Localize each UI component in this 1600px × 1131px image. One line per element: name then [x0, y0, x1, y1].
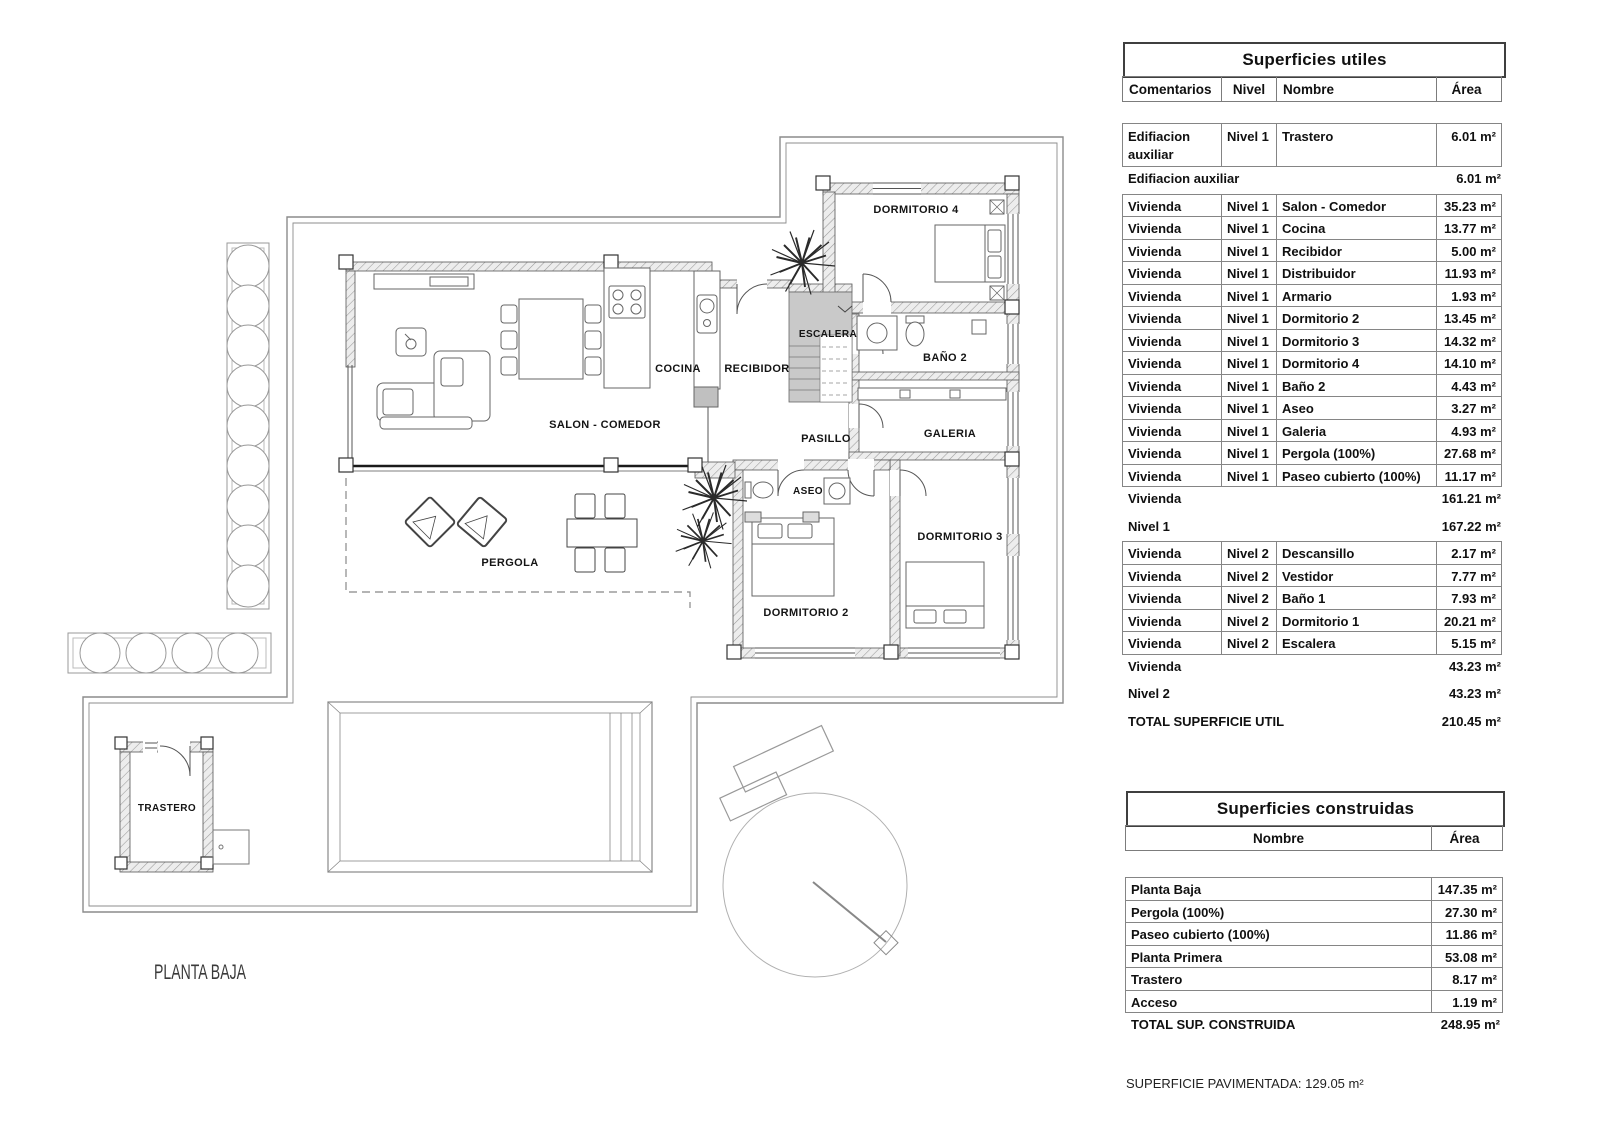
cell-nivel: Nivel 2	[1221, 586, 1277, 610]
construidas-table-header	[1126, 825, 1505, 851]
col-header-comentarios: Comentarios	[1122, 76, 1222, 102]
cell-area: 3.27 m²	[1436, 396, 1502, 420]
room-label-galeria: GALERIA	[923, 428, 977, 440]
room-label-salon: SALON - COMEDOR	[549, 419, 661, 431]
utiles-row	[1123, 587, 1506, 610]
cell-area: 11.17 m²	[1436, 464, 1502, 488]
cell-nombre: Dormitorio 3	[1276, 329, 1437, 353]
swimming-pool	[328, 702, 652, 872]
cell-nombre: Recibidor	[1276, 239, 1437, 263]
room-label-cocina: COCINA	[655, 363, 701, 375]
utiles-row	[1123, 682, 1506, 710]
construidas-row	[1126, 968, 1505, 991]
summary-label: Edifiacion auxiliar	[1128, 171, 1240, 186]
cell-nombre: Vestidor	[1276, 564, 1437, 588]
trastero-stoop	[213, 830, 249, 864]
cell-nivel: Nivel 1	[1221, 261, 1277, 285]
cell-nivel: Nivel 1	[1221, 239, 1277, 263]
cell-area: 147.35 m²	[1431, 877, 1503, 901]
cell-comentarios: Vivienda	[1122, 419, 1222, 443]
room-label-recibidor: RECIBIDOR	[724, 363, 790, 375]
utiles-row	[1123, 397, 1506, 420]
cell-nombre: Aseo	[1276, 396, 1437, 420]
summary-area: 210.45 m²	[1441, 713, 1501, 729]
cell-nombre: Paseo cubierto (100%)	[1276, 464, 1437, 488]
construidas-row	[1126, 878, 1505, 901]
utiles-row	[1123, 710, 1506, 738]
cell-nombre: Galeria	[1276, 419, 1437, 443]
plan-title: PLANTA BAJA	[154, 961, 246, 984]
superficies-construidas-table	[1126, 791, 1505, 1041]
room-label-escalera: ESCALERA	[798, 329, 858, 340]
cell-comentarios: Vivienda	[1122, 441, 1222, 465]
cell-nombre: Trastero	[1125, 967, 1432, 991]
construidas-table-title: Superficies construidas	[1126, 791, 1505, 827]
summary-label: Vivienda	[1128, 658, 1182, 674]
construidas-table-rows	[1126, 878, 1505, 1041]
construidas-row	[1126, 901, 1505, 924]
bed-dorm4	[935, 225, 1005, 282]
cell-nombre: Planta Baja	[1125, 877, 1432, 901]
utiles-row	[1123, 195, 1506, 218]
cell-area: 7.93 m²	[1436, 586, 1502, 610]
cell-area: 5.00 m²	[1436, 239, 1502, 263]
cell-comentarios: Vivienda	[1122, 329, 1222, 353]
cell-nombre: Dormitorio 1	[1276, 609, 1437, 633]
utiles-row	[1123, 124, 1506, 167]
cell-area: 1.19 m²	[1431, 990, 1503, 1014]
table-spacer	[1123, 102, 1506, 124]
cell-comentarios: Vivienda	[1122, 464, 1222, 488]
cell-nombre: Baño 2	[1276, 374, 1437, 398]
room-label-bano2: BAÑO 2	[923, 352, 967, 364]
cell-nivel: Nivel 1	[1221, 464, 1277, 488]
utiles-row	[1123, 610, 1506, 633]
access-feature	[720, 726, 907, 977]
cell-nivel: Nivel 1	[1221, 441, 1277, 465]
room-label-pasillo: PASILLO	[801, 433, 851, 445]
cell-comentarios: Vivienda	[1122, 396, 1222, 420]
room-label-trastero: TRASTERO	[137, 803, 197, 814]
cell-nombre: Salon - Comedor	[1276, 194, 1437, 218]
cell-comentarios: Edifiacion auxiliar	[1122, 123, 1222, 167]
cell-area: 1.93 m²	[1436, 284, 1502, 308]
room-label-dorm4: DORMITORIO 4	[873, 204, 959, 216]
summary-area: 6.01 m²	[1456, 171, 1501, 186]
room-label-aseo: ASEO	[793, 486, 823, 497]
stove-icon	[609, 286, 645, 318]
cell-comentarios: Vivienda	[1122, 216, 1222, 240]
utiles-row	[1123, 375, 1506, 398]
utiles-row	[1123, 240, 1506, 263]
cell-nombre: Cocina	[1276, 216, 1437, 240]
cell-area: 11.93 m²	[1436, 261, 1502, 285]
cell-area: 4.43 m²	[1436, 374, 1502, 398]
cell-area: 53.08 m²	[1431, 945, 1503, 969]
washbasin-icon	[867, 323, 887, 343]
cell-nivel: Nivel 1	[1221, 284, 1277, 308]
cell-area: 2.17 m²	[1436, 541, 1502, 565]
summary-label: TOTAL SUP. CONSTRUIDA	[1131, 1017, 1296, 1032]
cell-comentarios: Vivienda	[1122, 564, 1222, 588]
table-spacer	[1126, 851, 1505, 878]
cell-nombre: Armario	[1276, 284, 1437, 308]
cell-nombre: Acceso	[1125, 990, 1432, 1014]
cell-comentarios: Vivienda	[1122, 239, 1222, 263]
construidas-row	[1126, 991, 1505, 1014]
cell-nivel: Nivel 2	[1221, 631, 1277, 655]
room-label-pergola: PERGOLA	[481, 557, 539, 569]
utiles-row	[1123, 262, 1506, 285]
cell-area: 6.01 m²	[1436, 123, 1502, 167]
utiles-row	[1123, 217, 1506, 240]
cell-nombre: Baño 1	[1276, 586, 1437, 610]
staircase	[789, 292, 852, 402]
cell-area: 13.77 m²	[1436, 216, 1502, 240]
utiles-row	[1123, 420, 1506, 443]
cell-comentarios: Vivienda	[1122, 374, 1222, 398]
paved-surface-note: SUPERFICIE PAVIMENTADA: 129.05 m²	[1126, 1076, 1364, 1091]
cell-area: 20.21 m²	[1436, 609, 1502, 633]
summary-label: Vivienda	[1128, 491, 1182, 506]
cell-area: 14.10 m²	[1436, 351, 1502, 375]
utiles-row	[1123, 167, 1506, 195]
summary-label: TOTAL SUPERFICIE UTIL	[1128, 713, 1285, 729]
utiles-row	[1123, 487, 1506, 515]
utiles-row	[1123, 655, 1506, 683]
cell-nivel: Nivel 2	[1221, 564, 1277, 588]
pergola-outline	[346, 478, 690, 608]
col-header-nombre: Nombre	[1276, 76, 1437, 102]
bed-dorm3	[906, 562, 984, 628]
cell-comentarios: Vivienda	[1122, 541, 1222, 565]
cell-comentarios: Vivienda	[1122, 306, 1222, 330]
utiles-row	[1123, 465, 1506, 488]
cell-comentarios: Vivienda	[1122, 194, 1222, 218]
cell-nivel: Nivel 2	[1221, 609, 1277, 633]
cell-area: 27.68 m²	[1436, 441, 1502, 465]
cell-area: 4.93 m²	[1436, 419, 1502, 443]
utiles-row	[1123, 307, 1506, 330]
utiles-row	[1123, 330, 1506, 353]
utiles-table-header	[1123, 76, 1506, 102]
cell-nivel: Nivel 1	[1221, 216, 1277, 240]
cell-comentarios: Vivienda	[1122, 609, 1222, 633]
col-header-nivel: Nivel	[1221, 76, 1277, 102]
cell-area: 35.23 m²	[1436, 194, 1502, 218]
cell-comentarios: Vivienda	[1122, 586, 1222, 610]
cell-nombre: Escalera	[1276, 631, 1437, 655]
room-label-dorm2: DORMITORIO 2	[763, 607, 849, 619]
summary-area: 43.23 m²	[1448, 658, 1501, 674]
cell-area: 5.15 m²	[1436, 631, 1502, 655]
col-header-area: Área	[1436, 76, 1502, 102]
cell-comentarios: Vivienda	[1122, 284, 1222, 308]
cell-comentarios: Vivienda	[1122, 631, 1222, 655]
cell-nivel: Nivel 1	[1221, 329, 1277, 353]
cell-comentarios: Vivienda	[1122, 261, 1222, 285]
summary-label: Nivel 1	[1128, 518, 1170, 534]
summary-area: 248.95 m²	[1440, 1017, 1500, 1032]
cell-nombre: Planta Primera	[1125, 945, 1432, 969]
superficies-utiles-table	[1123, 42, 1506, 737]
hedge-horizontal	[68, 633, 271, 673]
construidas-row	[1126, 923, 1505, 946]
cell-area: 7.77 m²	[1436, 564, 1502, 588]
utiles-row	[1123, 565, 1506, 588]
cell-nombre: Pergola (100%)	[1276, 441, 1437, 465]
cell-nivel: Nivel 1	[1221, 306, 1277, 330]
utiles-row	[1123, 352, 1506, 375]
construidas-row	[1126, 946, 1505, 969]
summary-area: 167.22 m²	[1441, 518, 1501, 534]
cell-nivel: Nivel 1	[1221, 123, 1277, 167]
cell-nombre: Descansillo	[1276, 541, 1437, 565]
utiles-table-rows	[1123, 124, 1506, 737]
cell-nivel: Nivel 1	[1221, 419, 1277, 443]
bed-dorm2	[752, 518, 834, 596]
cell-area: 14.32 m²	[1436, 329, 1502, 353]
cell-nombre: Paseo cubierto (100%)	[1125, 922, 1432, 946]
col-header-nombre: Nombre	[1125, 825, 1432, 851]
utiles-row	[1123, 632, 1506, 655]
cell-nombre: Trastero	[1276, 123, 1437, 167]
summary-area: 43.23 m²	[1448, 686, 1501, 701]
cell-comentarios: Vivienda	[1122, 351, 1222, 375]
cell-area: 13.45 m²	[1436, 306, 1502, 330]
cell-nivel: Nivel 1	[1221, 374, 1277, 398]
cell-nivel: Nivel 1	[1221, 194, 1277, 218]
hedge-vertical	[227, 243, 269, 609]
cell-nivel: Nivel 1	[1221, 351, 1277, 375]
room-label-dorm3: DORMITORIO 3	[917, 531, 1003, 543]
cell-area: 8.17 m²	[1431, 967, 1503, 991]
cell-nombre: Distribuidor	[1276, 261, 1437, 285]
cell-nivel: Nivel 1	[1221, 396, 1277, 420]
cell-nombre: Dormitorio 2	[1276, 306, 1437, 330]
utiles-table-title: Superficies utiles	[1123, 42, 1506, 78]
col-header-area: Área	[1431, 825, 1503, 851]
cell-nombre: Pergola (100%)	[1125, 900, 1432, 924]
cell-area: 11.86 m²	[1431, 922, 1503, 946]
summary-area: 161.21 m²	[1441, 491, 1501, 506]
cell-nombre: Dormitorio 4	[1276, 351, 1437, 375]
cell-nivel: Nivel 2	[1221, 541, 1277, 565]
summary-label: Nivel 2	[1128, 686, 1170, 701]
utiles-row	[1123, 285, 1506, 308]
cell-area: 27.30 m²	[1431, 900, 1503, 924]
construidas-row	[1126, 1013, 1505, 1041]
utiles-row	[1123, 515, 1506, 543]
toilet-icon	[906, 322, 924, 346]
utiles-row	[1123, 442, 1506, 465]
utiles-row	[1123, 542, 1506, 565]
